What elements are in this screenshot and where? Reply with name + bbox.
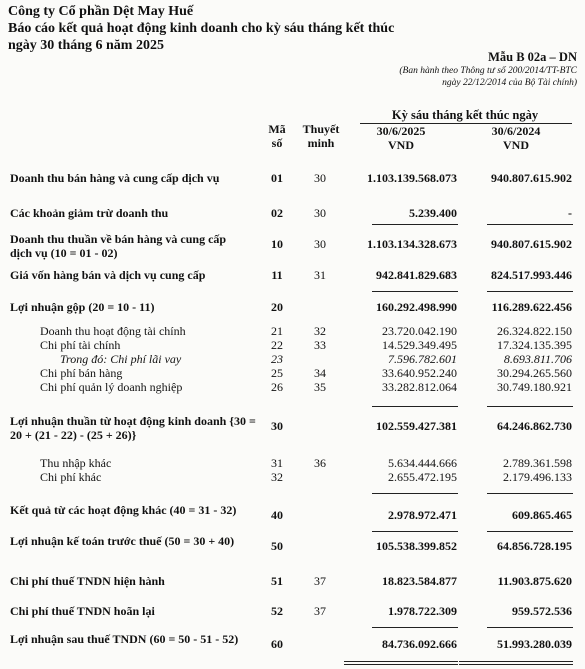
row-code: 22 (271, 338, 283, 352)
row-note: 34 (314, 366, 326, 380)
total-double-rule (459, 664, 573, 665)
row-label: Chi phí quản lý doanh nghiệp (40, 380, 183, 394)
row-label: Doanh thu thuần về bán hàng và cung cấp dịch vụ (10 = 01 - 02) (10, 232, 227, 260)
row-value-2025: 7.596.782.601 (388, 352, 457, 366)
row-note: 31 (314, 268, 326, 282)
subtotal-rule (372, 291, 458, 292)
row-value-2024: 11.903.875.620 (497, 574, 572, 588)
row-code: 23 (271, 352, 283, 366)
row-value-2024: 2.789.361.598 (503, 456, 572, 470)
row-value-2025: 33.282.812.064 (382, 380, 457, 394)
row-value-2025: 2.978.972.471 (388, 508, 457, 522)
row-code: 50 (271, 539, 283, 553)
row-code: 40 (271, 508, 283, 522)
row-value-2025: 14.529.349.495 (382, 338, 457, 352)
col-note-header-line-1: Thuyết (302, 122, 340, 136)
row-value-2024: 959.572.536 (512, 604, 572, 618)
company-name: Công ty Cổ phần Dệt May Huế (8, 4, 194, 19)
row-label: Giá vốn hàng bán và dịch vụ cung cấp (10, 268, 206, 282)
row-label: Chi phí thuế TNDN hiện hành (10, 574, 165, 588)
row-value-2024: 116.289.622.456 (491, 300, 572, 314)
row-value-2025: 5.239.400 (409, 206, 457, 220)
row-value-2025: 105.538.399.852 (376, 539, 457, 553)
col-2024-unit: VND (503, 138, 529, 152)
row-label: Doanh thu bán hàng và cung cấp dịch vụ (10, 171, 220, 185)
row-label: Chi phí bán hàng (40, 366, 123, 380)
row-value-2024: 8.693.811.706 (503, 352, 572, 366)
row-value-2025: 5.634.444.666 (388, 456, 457, 470)
row-value-2024: 940.807.615.902 (491, 237, 572, 251)
row-label: Doanh thu hoạt động tài chính (40, 324, 186, 338)
row-value-2024: 26.324.822.150 (497, 324, 572, 338)
row-code: 01 (271, 171, 283, 185)
row-value-2025: 33.640.952.240 (382, 366, 457, 380)
row-value-2025: 942.841.829.683 (376, 268, 457, 282)
form-note-line-1: (Ban hành theo Thông tư số 200/2014/TT-BTC (399, 66, 577, 76)
row-label: Kết quả từ các hoạt động khác (40 = 31 - 32) (10, 503, 237, 517)
row-code: 26 (271, 380, 283, 394)
row-value-2025: 84.736.092.666 (382, 637, 457, 651)
col-code-header (262, 122, 292, 150)
row-code: 20 (271, 300, 283, 314)
row-code: 02 (271, 206, 283, 220)
col-2024-date: 30/6/2024 (491, 124, 541, 138)
row-value-2024: 64.246.862.730 (497, 419, 572, 433)
row-value-2025: 23.720.042.190 (382, 324, 457, 338)
row-note: 30 (314, 206, 326, 220)
row-value-2024: - (568, 206, 572, 220)
row-label: Lợi nhuận kế toán trước thuế (50 = 30 + 40) (10, 534, 235, 548)
col-code-header-line-1: Mã (268, 122, 286, 136)
row-label: Thu nhập khác (40, 456, 112, 470)
subtotal-rule (487, 493, 573, 494)
subtotal-rule (372, 627, 458, 628)
row-value-2024: 30.294.265.560 (497, 366, 572, 380)
row-label: Lợi nhuận thuần từ hoạt động kinh doanh {30 = 20 + (21 - 22) - (25 + 26)} (10, 414, 256, 442)
row-value-2024: 30.749.180.921 (497, 380, 572, 394)
row-value-2025: 160.292.498.990 (376, 300, 457, 314)
subtotal-rule (372, 493, 458, 494)
row-note: 37 (314, 574, 326, 588)
subtotal-rule (487, 406, 573, 407)
row-value-2024: 17.324.135.395 (497, 338, 572, 352)
subtotal-rule (487, 531, 573, 532)
row-value-2025: 102.559.427.381 (376, 419, 457, 433)
row-code: 32 (271, 470, 283, 484)
row-label: Chi phí khác (40, 470, 102, 484)
row-label: Chi phí tài chính (40, 338, 121, 352)
row-value-2025: 18.823.584.877 (382, 574, 457, 588)
row-label: Lợi nhuận gộp (20 = 10 - 11) (10, 300, 155, 314)
row-code: 51 (271, 574, 283, 588)
row-note: 35 (314, 380, 326, 394)
row-value-2025: 2.655.472.195 (388, 470, 457, 484)
row-value-2025: 1.978.722.309 (388, 604, 457, 618)
row-value-2024: 2.179.496.133 (503, 470, 572, 484)
row-code: 52 (271, 604, 283, 618)
col-note-header (296, 122, 346, 150)
report-date: ngày 30 tháng 6 năm 2025 (8, 38, 164, 53)
subtotal-rule (372, 406, 458, 407)
row-code: 31 (271, 456, 283, 470)
col-2025-date: 30/6/2025 (376, 124, 426, 138)
subtotal-rule (372, 224, 458, 225)
row-note: 36 (314, 456, 326, 470)
row-label: Các khoản giảm trừ doanh thu (10, 206, 169, 220)
subtotal-rule (487, 224, 573, 225)
form-code: Mẫu B 02a – DN (488, 50, 577, 64)
period-title: Kỳ sáu tháng kết thúc ngày (391, 108, 539, 122)
row-value-2024: 609.865.465 (512, 508, 572, 522)
row-note: 33 (314, 338, 326, 352)
row-value-2025: 1.103.134.328.673 (367, 237, 457, 251)
row-code: 21 (271, 324, 283, 338)
subtotal-rule (372, 531, 458, 532)
row-value-2024: 824.517.993.446 (491, 268, 572, 282)
col-note-header-line-2: minh (307, 136, 335, 150)
col-code-header-line-2: số (271, 136, 283, 150)
subtotal-rule (487, 627, 573, 628)
row-label: Chi phí thuế TNDN hoãn lại (10, 604, 155, 618)
row-value-2024: 64.856.728.195 (497, 539, 572, 553)
row-label: Lợi nhuận sau thuế TNDN (60 = 50 - 51 - 52) (10, 632, 239, 646)
col-2025-header (345, 124, 457, 152)
form-note-line-2: ngày 22/12/2014 của Bộ Tài chính) (442, 78, 577, 88)
row-code: 10 (271, 237, 283, 251)
subtotal-rule (487, 291, 573, 292)
form-reference (399, 50, 577, 89)
col-2024-header (460, 124, 572, 152)
total-double-rule (344, 661, 458, 662)
row-code: 60 (271, 637, 283, 651)
row-value-2024: 51.993.280.039 (497, 637, 572, 651)
report-title: Báo cáo kết quả hoạt động kinh doanh cho kỳ sáu tháng kết thúc (8, 21, 395, 36)
row-note: 30 (314, 171, 326, 185)
row-code: 25 (271, 366, 283, 380)
row-value-2024: 940.807.615.902 (491, 171, 572, 185)
col-2025-unit: VND (388, 138, 414, 152)
total-double-rule (344, 664, 458, 665)
row-code: 11 (271, 268, 283, 282)
row-note: 37 (314, 604, 326, 618)
row-label: Trong đó: Chi phí lãi vay (60, 352, 182, 366)
row-code: 30 (271, 419, 283, 433)
row-note: 32 (314, 324, 326, 338)
row-note: 30 (314, 237, 326, 251)
total-double-rule (459, 661, 573, 662)
row-value-2025: 1.103.139.568.073 (367, 171, 457, 185)
